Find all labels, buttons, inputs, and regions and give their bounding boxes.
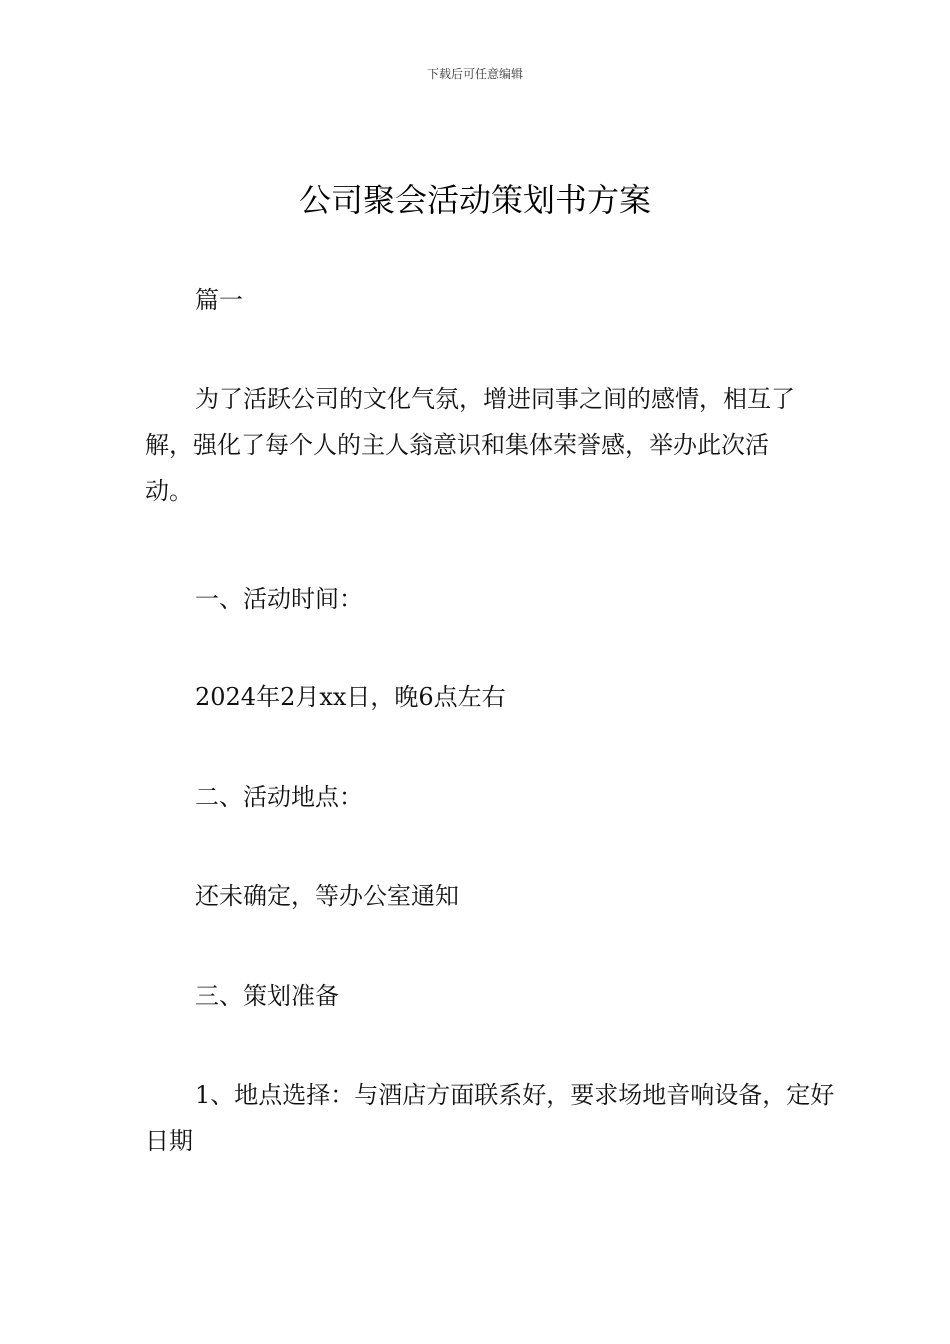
section-label: 篇一 xyxy=(195,286,243,314)
heading-activity-time: 一、活动时间： xyxy=(195,585,363,613)
heading-activity-place: 二、活动地点： xyxy=(195,783,363,811)
activity-time-value: 2024年2月xx日，晚6点左右 xyxy=(195,683,506,711)
document-title: 公司聚会活动策划书方案 xyxy=(298,181,651,219)
prep-item-venue: 1、地点选择：与酒店方面联系好，要求场地音响设备，定好日期 xyxy=(145,1081,835,1155)
header-note: 下载后可任意编辑 xyxy=(426,67,523,81)
heading-planning-prep: 三、策划准备 xyxy=(195,982,339,1010)
activity-place-value: 还未确定，等办公室通知 xyxy=(195,882,459,910)
intro-paragraph: 为了活跃公司的文化气氛，增进同事之间的感情，相互了解，强化了每个人的主人翁意识和集体荣誉感，举办此次活动。 xyxy=(145,385,795,505)
